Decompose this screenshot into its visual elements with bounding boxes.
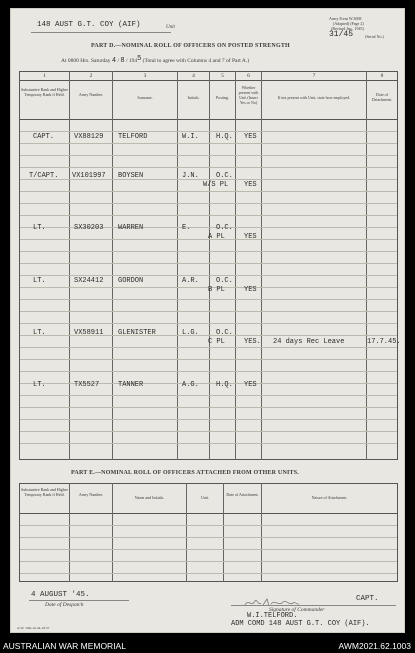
despatch-underline [29,600,129,601]
cell-posting: O.C. [216,172,233,180]
print-code: A.W. 10m-10.44-18.5? [17,626,50,630]
cell-rank: CAPT. [33,133,55,141]
date-year: 5 [137,55,142,63]
part-d-title: PART D.—NOMINAL ROLL OF OFFICERS ON POSTED STRENGTH [91,43,290,49]
cell-posting: H.Q. [216,381,233,389]
col-header-present: Whether present with Unit (Insert Yes or No) [238,85,259,105]
unit-label: Unit [166,25,175,30]
e-col-header-date: Date of Attachment. [226,492,259,497]
cell-present: YES [244,286,257,294]
cell-posting-platoon: A PL [208,233,225,241]
cell-initials: W.I. [182,133,199,141]
cell-number: SX30203 [74,224,104,232]
cell-number: TX5527 [74,381,100,389]
cell-number: VX101997 [72,172,106,180]
despatch-date: 4 AUGUST '45. [31,591,90,599]
date-slash: / [117,58,119,64]
date-month: 8 [120,57,125,65]
commander-unit: ADM COMD 148 AUST G.T. COY (AIF). [231,620,370,628]
form-adapted: (Adapted) (Page 2) [333,21,364,26]
cell-rank: LT. [33,224,46,232]
cell-surname: GLENISTER [118,329,156,337]
cell-present: YES [244,233,257,241]
caption-accession: AWM2021.62.1003 [338,641,411,651]
cell-number: VX58911 [74,329,104,337]
col-num-1: 1 [43,73,46,79]
cell-posting-platoon: W/S PL [203,181,229,189]
date-year-prefix: 194 [128,58,138,64]
cell-initials: J.N. [182,172,199,180]
cell-surname: BOYSEN [118,172,144,180]
cell-rank: LT. [33,329,46,337]
signature-underline [231,605,396,606]
col-header-posting: Posting. [215,95,229,100]
cell-surname: TANNER [118,381,144,389]
e-col-header-unit: Unit. [200,495,210,500]
cell-surname: GORDON [118,277,144,285]
cell-posting: O.C. [216,329,233,337]
cell-initials: A.R. [182,277,199,285]
cell-posting: H.Q. [216,133,233,141]
col-num-3: 3 [143,73,147,79]
e-col-header-army-number: Army Number. [78,492,104,497]
cell-surname: TELFORD [118,133,148,141]
unit-value: 148 AUST G.T. COY (AIF) [37,21,141,29]
date-suffix: (Total to agree with Columns 4 and 7 of Part A.) [142,58,250,64]
cell-present: YES [244,133,257,141]
cell-number: SX24412 [74,277,104,285]
part-e-title: PART E.—NOMINAL ROLL OF OFFICERS ATTACHED FROM OTHER UNITS. [71,470,299,476]
col-num-4: 4 [192,73,195,79]
date-day: 4 [111,57,117,65]
col-header-surname: Surname. [137,95,153,100]
serial-label: (Serial No.) [365,34,384,39]
e-col-header-rank: Substantive Rank and Higher Temporary Rank if Held. [21,487,68,497]
col-header-employed: If not present with Unit, state how employed. [277,95,351,100]
date-line [61,57,249,65]
cell-rank: LT. [33,381,46,389]
col-num-8: 8 [380,73,384,79]
archive-caption [0,636,415,653]
cell-posting: O.C. [216,277,233,285]
despatch-label: Date of Despatch [45,602,84,608]
col-header-rank: Substantive Rank and Higher Temporary Rank if Held. [21,87,68,97]
cell-rank: T/CAPT. [29,172,59,180]
commander-name: W.I.TELFORD. [247,612,298,620]
form-number: Army Form W.3008 [329,16,362,21]
e-col-header-name: Name and Initials. [134,495,165,500]
e-col-header-nature: Nature of Attachment. [311,495,348,500]
cell-initials: L.G. [182,329,199,337]
cell-posting-platoon: B PL [208,286,225,294]
cell-rank: LT. [33,277,46,285]
form-page [10,8,405,633]
unit-underline [31,32,171,33]
col-num-6: 6 [247,73,250,79]
cell-number: VX88129 [74,133,104,141]
date-prefix: At 0800 Hrs. Saturday [61,58,111,64]
col-num-5: 5 [221,73,224,79]
cell-posting: O.C. [216,224,233,232]
col-header-initials: Initials. [187,95,200,100]
col-num-7: 7 [312,73,316,79]
serial-value: 31/45 [329,30,354,39]
cell-initials: A.G. [182,381,199,389]
cell-present: YES [244,181,257,189]
col-num-2: 2 [89,73,93,79]
cell-employed: 24 days Rec Leave [273,338,345,346]
rank-value: CAPT. [356,595,379,603]
cell-present: YES [244,381,257,389]
form-revised: (Revised Jan., 1945) [331,26,364,31]
col-header-detachment: Date of Detachment. [371,92,393,102]
cell-detachment-date: 17.7.45. [367,338,401,346]
cell-present: YES. [244,338,261,346]
cell-initials: E. [182,224,191,232]
date-slash-2: / [125,58,128,64]
signature-label: Signature of Commander [269,607,325,613]
caption-source: AUSTRALIAN WAR MEMORIAL [3,641,126,651]
cell-surname: WARREN [118,224,144,232]
col-header-army-number: Army Number. [78,92,104,97]
cell-posting-platoon: C PL [208,338,225,346]
